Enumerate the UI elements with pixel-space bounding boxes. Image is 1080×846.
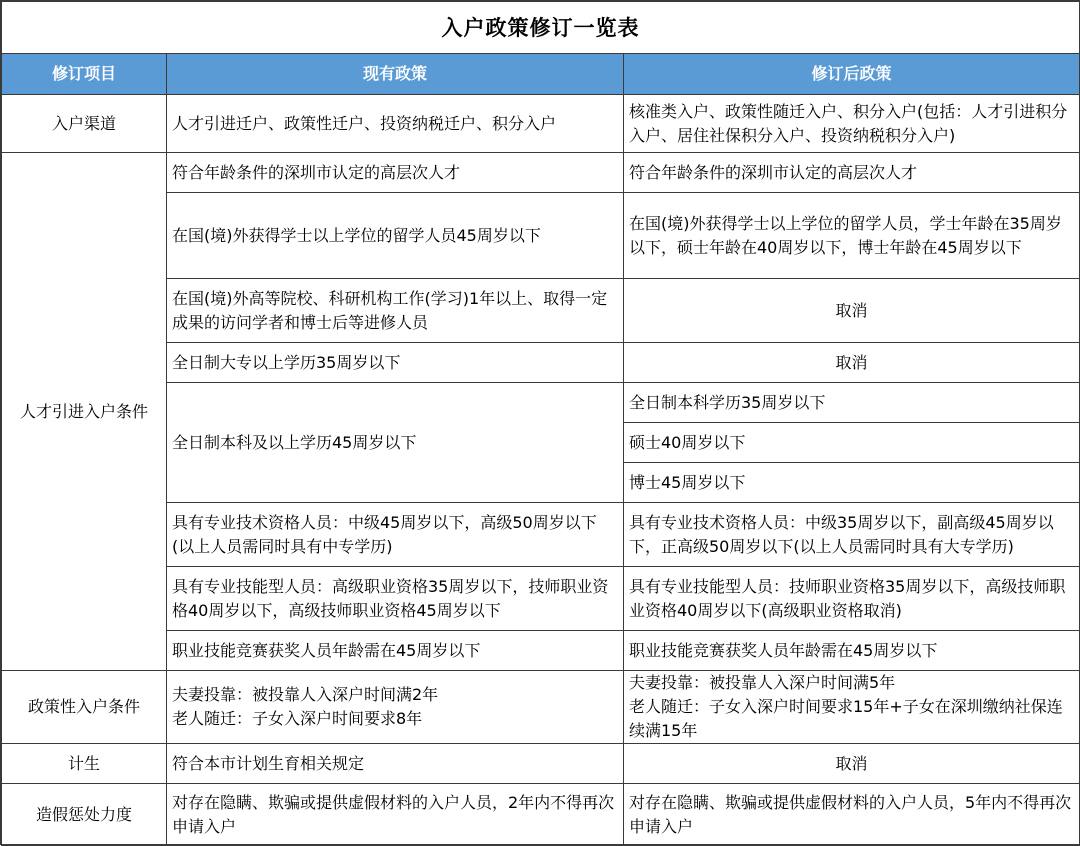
revised-talent-2: 在国(境)外获得学士以上学位的留学人员，学士年龄在35周岁以下，硕士年龄在40周岁以下，博士年龄在45周岁以下 — [624, 193, 1080, 279]
table-row — [2, 784, 1080, 846]
policy-table — [1, 1, 1080, 846]
table-header-row — [2, 54, 1080, 95]
revised-talent-6: 具有专业技术资格人员：中级35周岁以下，副高级45周岁以下，正高级50周岁以下(以上人员需同时具有大专学历) — [624, 503, 1080, 567]
current-talent-6: 具有专业技术资格人员：中级45周岁以下，高级50周岁以下(以上人员需同时具有中专学历) — [167, 503, 624, 567]
revised-channel: 核准类入户、政策性随迁入户、积分入户(包括：人才引进积分入户、居住社保积分入户、投资纳税积分入户) — [624, 95, 1080, 153]
revised-talent-7: 具有专业技能型人员：技师职业资格35周岁以下，高级技师职业资格40周岁以下(高级职业资格取消) — [624, 567, 1080, 631]
current-talent-4: 全日制大专以上学历35周岁以下 — [167, 343, 624, 383]
current-policy — [167, 671, 624, 744]
revised-policy-spouse: 夫妻投靠：被投靠人入深户时间满5年 — [629, 673, 896, 692]
table-title: 入户政策修订一览表 — [2, 2, 1080, 54]
revised-talent-1: 符合年龄条件的深圳市认定的高层次人才 — [624, 153, 1080, 193]
header-revised-policy: 修订后政策 — [624, 54, 1080, 95]
current-talent-8: 职业技能竞赛获奖人员年龄需在45周岁以下 — [167, 631, 624, 671]
table-row — [2, 744, 1080, 784]
current-talent-1: 符合年龄条件的深圳市认定的高层次人才 — [167, 153, 624, 193]
current-talent-7: 具有专业技能型人员：高级职业资格35周岁以下，技师职业资格40周岁以下，高级技师职业资格45周岁以下 — [167, 567, 624, 631]
revised-talent-5b: 硕士40周岁以下 — [624, 423, 1080, 463]
table-row — [2, 95, 1080, 153]
current-policy-spouse: 夫妻投靠：被投靠人入深户时间满2年 — [172, 685, 439, 704]
revised-talent-8: 职业技能竞赛获奖人员年龄需在45周岁以下 — [624, 631, 1080, 671]
revised-family-planning: 取消 — [624, 744, 1080, 784]
revised-fraud-penalty: 对存在隐瞒、欺骗或提供虚假材料的入户人员，5年内不得再次申请入户 — [624, 784, 1080, 846]
revised-talent-3: 取消 — [624, 279, 1080, 343]
header-item: 修订项目 — [2, 54, 167, 95]
revised-policy-elderly: 老人随迁：子女入深户时间要求15年+子女在深圳缴纳社保连续满15年 — [629, 697, 1063, 740]
revised-policy — [624, 671, 1080, 744]
revised-talent-4: 取消 — [624, 343, 1080, 383]
current-talent-2: 在国(境)外获得学士以上学位的留学人员45周岁以下 — [167, 193, 624, 279]
current-talent-5: 全日制本科及以上学历45周岁以下 — [167, 383, 624, 503]
item-policy: 政策性入户条件 — [2, 671, 167, 744]
header-current-policy: 现有政策 — [167, 54, 624, 95]
item-fraud-penalty: 造假惩处力度 — [2, 784, 167, 846]
current-family-planning: 符合本市计划生育相关规定 — [167, 744, 624, 784]
current-policy-elderly: 老人随迁：子女入深户时间要求8年 — [172, 709, 423, 728]
revised-talent-5a: 全日制本科学历35周岁以下 — [624, 383, 1080, 423]
current-channel: 人才引进迁户、政策性迁户、投资纳税迁户、积分入户 — [167, 95, 624, 153]
item-talent: 人才引进入户条件 — [2, 153, 167, 671]
current-fraud-penalty: 对存在隐瞒、欺骗或提供虚假材料的入户人员，2年内不得再次申请入户 — [167, 784, 624, 846]
item-family-planning: 计生 — [2, 744, 167, 784]
revised-talent-5c: 博士45周岁以下 — [624, 463, 1080, 503]
table-row — [2, 671, 1080, 744]
current-talent-3: 在国(境)外高等院校、科研机构工作(学习)1年以上、取得一定成果的访问学者和博士后等进修人员 — [167, 279, 624, 343]
item-channel: 入户渠道 — [2, 95, 167, 153]
table-row — [2, 153, 1080, 193]
